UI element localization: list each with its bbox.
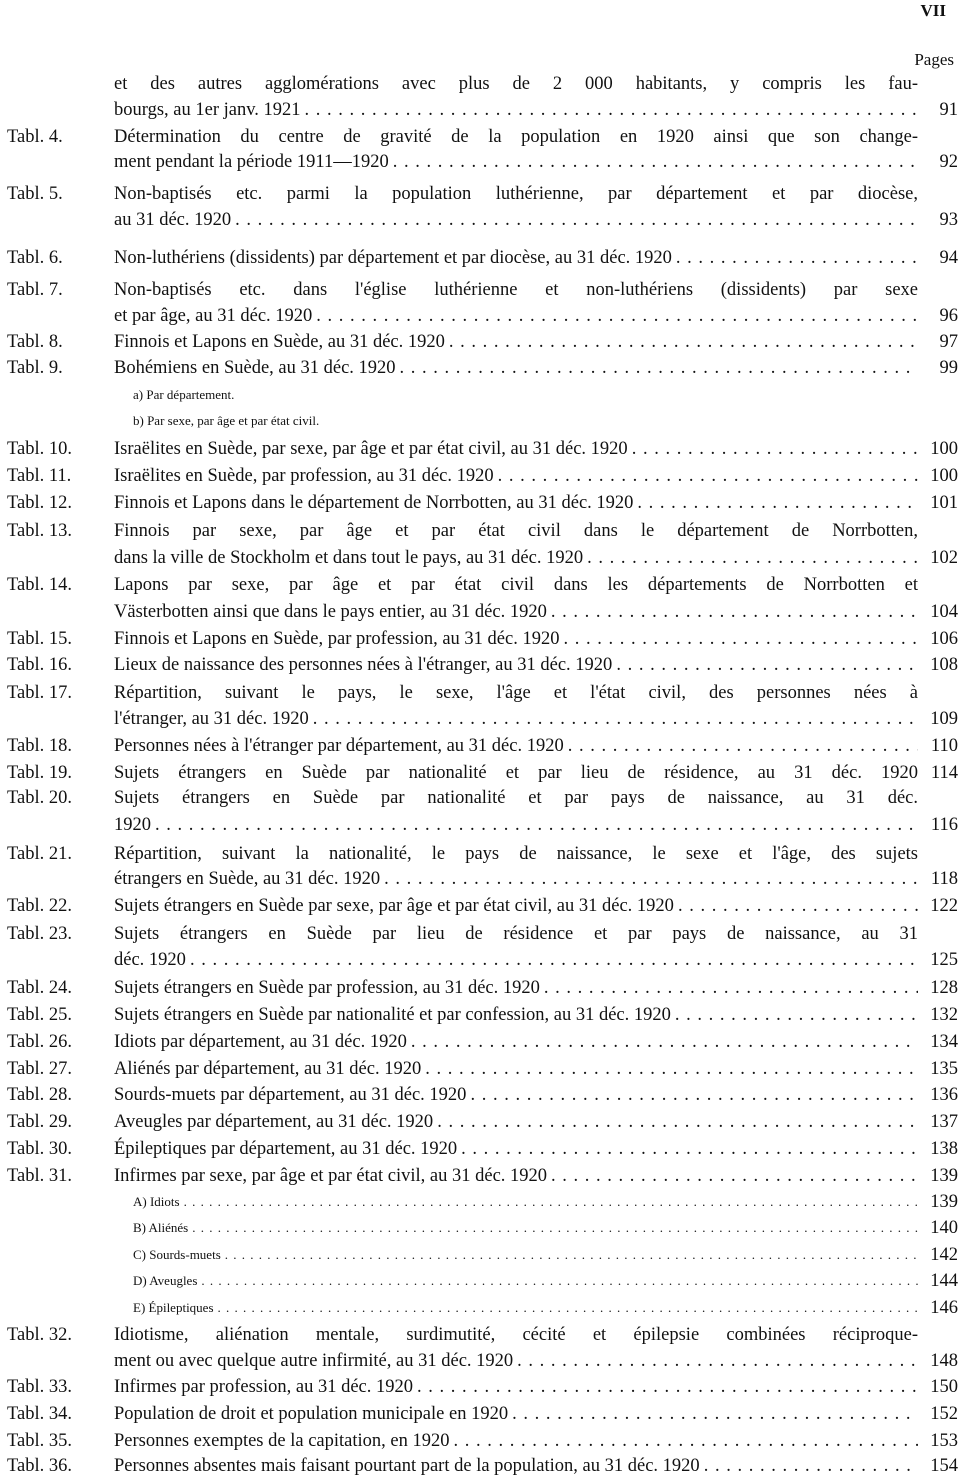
entry-title: Infirmes par profession, au 31 déc. 1920 xyxy=(114,1377,413,1397)
page-ref: 135 xyxy=(930,1059,958,1079)
entry-title: ment pendant la période 1911—1920 xyxy=(114,152,389,172)
page-ref: 108 xyxy=(930,655,958,675)
toc-entry xyxy=(0,572,960,598)
page-ref: 116 xyxy=(930,815,958,835)
toc-entry xyxy=(0,1189,960,1215)
page-ref: 93 xyxy=(939,210,958,230)
entry-title: bourgs, au 1er janv. 1921 xyxy=(114,100,301,120)
entry-title: Finnois et Lapons en Suède, par profession, au 31 déc. 1920 xyxy=(114,629,560,649)
toc-entry-text xyxy=(114,329,918,355)
entry-title: Détermination du centre de gravité de la population en 1920 ainsi que son change- xyxy=(114,127,918,147)
page-ref: 138 xyxy=(930,1139,958,1159)
toc-entry-text xyxy=(114,812,918,838)
entry-title: Répartition, suivant le pays, le sexe, l'âge et l'état civil, des personnes nées à xyxy=(114,683,918,703)
page-ref: 99 xyxy=(939,358,958,378)
toc-entry-text xyxy=(114,355,918,381)
toc-entry-text xyxy=(114,1082,918,1108)
table-number: Tabl. 20. xyxy=(7,788,72,808)
toc-subentry-text xyxy=(133,408,918,434)
entry-title: Sourds-muets par département, au 31 déc. 1920 xyxy=(114,1085,467,1105)
dot-leader xyxy=(214,1295,918,1321)
page-ref: 139 xyxy=(930,1166,958,1186)
table-number: Tabl. 18. xyxy=(7,736,72,756)
entry-title: Répartition, suivant la nationalité, le pays de naissance, le sexe et l'âge, des sujets xyxy=(114,844,918,864)
toc-entry xyxy=(0,71,960,97)
toc-entry xyxy=(0,382,960,408)
dot-leader xyxy=(508,1401,918,1427)
page-ref: 136 xyxy=(930,1085,958,1105)
page-ref: 137 xyxy=(930,1112,958,1132)
page-ref: 97 xyxy=(939,332,958,352)
toc-entry-text xyxy=(114,893,918,919)
toc-entry-text xyxy=(114,1453,918,1479)
page-ref: 104 xyxy=(930,602,958,622)
toc-entry xyxy=(0,1136,960,1162)
toc-entry xyxy=(0,545,960,571)
table-number: Tabl. 32. xyxy=(7,1325,72,1345)
page-ref: 144 xyxy=(930,1271,958,1291)
dot-leader xyxy=(547,1163,918,1189)
dot-leader xyxy=(396,355,918,381)
toc-subentry-text xyxy=(133,1189,918,1215)
toc-entry-text xyxy=(114,1163,918,1189)
table-number: Tabl. 24. xyxy=(7,978,72,998)
toc-entry xyxy=(0,680,960,706)
toc-entry xyxy=(0,706,960,732)
dot-leader xyxy=(421,1056,918,1082)
toc-entry xyxy=(0,1295,960,1321)
toc-entry xyxy=(0,207,960,233)
entry-title: Sujets étrangers en Suède par nationalité et par pays de naissance, au 31 déc. xyxy=(114,788,918,808)
toc-entry xyxy=(0,1268,960,1294)
dot-leader xyxy=(672,245,918,271)
entry-title: Lapons par sexe, par âge et par état civil dans les départements de Norrbotten et xyxy=(114,575,918,595)
table-number: Tabl. 34. xyxy=(7,1404,72,1424)
table-number: Tabl. 30. xyxy=(7,1139,72,1159)
toc-entry xyxy=(0,1056,960,1082)
table-number: Tabl. 19. xyxy=(7,763,72,783)
toc-entry-text xyxy=(114,1374,918,1400)
toc-entry xyxy=(0,181,960,207)
dot-leader xyxy=(433,1109,918,1135)
table-number: Tabl. 35. xyxy=(7,1431,72,1451)
toc-entry-text xyxy=(114,97,918,123)
toc-entry-text xyxy=(114,680,918,706)
toc-entry xyxy=(0,652,960,678)
dot-leader xyxy=(186,947,918,973)
entry-title: Idiots par département, au 31 déc. 1920 xyxy=(114,1032,407,1052)
dot-leader xyxy=(301,97,918,123)
entry-title: l'étranger, au 31 déc. 1920 xyxy=(114,709,309,729)
entry-title: Sujets étrangers en Suède par lieu de résidence et par pays de naissance, au 31 xyxy=(114,924,918,944)
entry-title: Sujets étrangers en Suède par nationalité et par lieu de résidence, au 31 déc. 1920 xyxy=(114,763,918,783)
table-number: Tabl. 22. xyxy=(7,896,72,916)
toc-entry-text xyxy=(114,303,918,329)
table-number: Tabl. 31. xyxy=(7,1166,72,1186)
toc-entry xyxy=(0,1029,960,1055)
page-ref: 139 xyxy=(930,1192,958,1212)
page-ref: 100 xyxy=(930,439,958,459)
toc-entry xyxy=(0,1082,960,1108)
entry-title: Personnes exemptes de la capitation, en 1920 xyxy=(114,1431,450,1451)
dot-leader xyxy=(612,652,918,678)
toc-entry xyxy=(0,245,960,271)
toc-entry-text xyxy=(114,436,918,462)
toc-entry-text xyxy=(114,1002,918,1028)
toc-entry-text xyxy=(114,124,918,150)
page-ref: 114 xyxy=(930,763,958,783)
toc-entry-text xyxy=(114,181,918,207)
table-number: Tabl. 23. xyxy=(7,924,72,944)
entry-title: D) Aveugles xyxy=(133,1273,198,1288)
entry-title: Personnes absentes mais faisant pourtant part de la population, au 31 déc. 1920 xyxy=(114,1456,700,1476)
toc-entry xyxy=(0,490,960,516)
toc-subentry-text xyxy=(133,1242,918,1268)
toc-entry xyxy=(0,1348,960,1374)
toc-entry-text xyxy=(114,1401,918,1427)
entry-title: Non-luthériens (dissidents) par département et par diocèse, au 31 déc. 1920 xyxy=(114,248,672,268)
page-ref: 154 xyxy=(930,1456,958,1476)
dot-leader xyxy=(407,1029,918,1055)
page-ref: 100 xyxy=(930,466,958,486)
page-ref: 152 xyxy=(930,1404,958,1424)
table-number: Tabl. 6. xyxy=(7,248,63,268)
toc-subentry-text xyxy=(133,1295,918,1321)
table-number: Tabl. 9. xyxy=(7,358,63,378)
entry-title: et par âge, au 31 déc. 1920 xyxy=(114,306,313,326)
entry-title: Sujets étrangers en Suède par nationalité et par confession, au 31 déc. 1920 xyxy=(114,1005,671,1025)
entry-title: Lieux de naissance des personnes nées à l'étranger, au 31 déc. 1920 xyxy=(114,655,613,675)
toc-entry xyxy=(0,785,960,811)
toc-entry xyxy=(0,893,960,919)
dot-leader xyxy=(671,1002,918,1028)
page-ref: 96 xyxy=(939,306,958,326)
table-number: Tabl. 14. xyxy=(7,575,72,595)
toc-entry-text xyxy=(114,490,918,516)
page-ref: 110 xyxy=(930,736,958,756)
toc-entry-text xyxy=(114,1348,918,1374)
toc-entry xyxy=(0,329,960,355)
table-number: Tabl. 10. xyxy=(7,439,72,459)
entry-title: Bohémiens en Suède, au 31 déc. 1920 xyxy=(114,358,396,378)
toc-entry-text xyxy=(114,245,918,271)
dot-leader xyxy=(540,975,918,1001)
entry-title: étrangers en Suède, au 31 déc. 1920 xyxy=(114,869,381,889)
page-ref: 146 xyxy=(930,1298,958,1318)
toc-entry xyxy=(0,626,960,652)
toc-subentry-text xyxy=(133,1215,918,1241)
dot-leader xyxy=(559,626,918,652)
dot-leader xyxy=(674,893,918,919)
toc-entry-text xyxy=(114,1136,918,1162)
page-ref: 148 xyxy=(930,1351,958,1371)
table-number: Tabl. 29. xyxy=(7,1112,72,1132)
entry-title: Sujets étrangers en Suède par sexe, par âge et par état civil, au 31 déc. 1920 xyxy=(114,896,674,916)
toc-entry-text xyxy=(114,921,918,947)
entry-title: ment ou avec quelque autre infirmité, au 31 déc. 1920 xyxy=(114,1351,514,1371)
page-ref: 106 xyxy=(930,629,958,649)
dot-leader xyxy=(457,1136,918,1162)
entry-title: A) Idiots xyxy=(133,1194,180,1209)
dot-leader xyxy=(231,207,918,233)
table-number: Tabl. 5. xyxy=(7,184,63,204)
table-number: Tabl. 25. xyxy=(7,1005,72,1025)
table-number: Tabl. 12. xyxy=(7,493,72,513)
dot-leader xyxy=(494,463,918,489)
page-ref: 153 xyxy=(930,1431,958,1451)
toc-entry-text xyxy=(114,277,918,303)
entry-title: déc. 1920 xyxy=(114,950,186,970)
toc-entry xyxy=(0,277,960,303)
entry-title: Population de droit et population municipale en 1920 xyxy=(114,1404,509,1424)
toc-entry xyxy=(0,866,960,892)
entry-title: Finnois et Lapons dans le département de Norrbotten, au 31 déc. 1920 xyxy=(114,493,634,513)
dot-leader xyxy=(309,706,918,732)
table-number: Tabl. 28. xyxy=(7,1085,72,1105)
toc-entry xyxy=(0,518,960,544)
toc-subentry-text xyxy=(133,1268,918,1294)
toc-entry-text xyxy=(114,71,918,97)
toc-entry xyxy=(0,1109,960,1135)
toc-entry xyxy=(0,1215,960,1241)
dot-leader xyxy=(380,866,918,892)
toc-entry-text xyxy=(114,149,918,175)
toc-entry-text xyxy=(114,626,918,652)
table-number: Tabl. 4. xyxy=(7,127,63,147)
entry-title: Israëlites en Suède, par profession, au 31 déc. 1920 xyxy=(114,466,494,486)
table-number: Tabl. 13. xyxy=(7,521,72,541)
dot-leader xyxy=(583,545,918,571)
toc-entry xyxy=(0,303,960,329)
entry-title: Infirmes par sexe, par âge et par état civil, au 31 déc. 1920 xyxy=(114,1166,548,1186)
entry-title: Västerbotten ainsi que dans le pays entier, au 31 déc. 1920 xyxy=(114,602,547,622)
toc-entry xyxy=(0,463,960,489)
toc-entry xyxy=(0,1428,960,1454)
entry-title: Finnois et Lapons en Suède, au 31 déc. 1920 xyxy=(114,332,445,352)
toc-entry-text xyxy=(114,518,918,544)
toc-entry xyxy=(0,760,960,786)
entry-title: Sujets étrangers en Suède par profession, au 31 déc. 1920 xyxy=(114,978,540,998)
entry-title: Idiotisme, aliénation mentale, surdimutité, cécité et épilepsie combinées réciproque- xyxy=(114,1325,918,1345)
dot-leader xyxy=(221,1242,918,1268)
dot-leader xyxy=(188,1215,918,1241)
table-number: Tabl. 11. xyxy=(7,466,72,486)
toc-entry-text xyxy=(114,545,918,571)
page-ref: 92 xyxy=(939,152,958,172)
toc-entry xyxy=(0,1453,960,1479)
dot-leader xyxy=(547,599,918,625)
entry-title: Épileptiques par département, au 31 déc. 1920 xyxy=(114,1139,458,1159)
toc-subentry-text xyxy=(133,382,918,408)
entry-title: et des autres agglomérations avec plus de 2 000 habitants, y compris les fau- xyxy=(114,74,918,94)
toc-entry-text xyxy=(114,733,918,759)
toc-entry xyxy=(0,1401,960,1427)
toc-entry-text xyxy=(114,1322,918,1348)
toc-entry xyxy=(0,947,960,973)
entry-title: E) Épileptiques xyxy=(133,1300,214,1315)
toc-entry xyxy=(0,812,960,838)
toc-entry xyxy=(0,355,960,381)
table-number: Tabl. 15. xyxy=(7,629,72,649)
dot-leader xyxy=(564,733,918,759)
page-ref: 91 xyxy=(939,100,958,120)
toc-entry xyxy=(0,921,960,947)
dot-leader xyxy=(700,1453,918,1479)
dot-leader xyxy=(197,1268,918,1294)
dot-leader xyxy=(513,1348,918,1374)
toc-entry xyxy=(0,1002,960,1028)
toc-entry-text xyxy=(114,572,918,598)
table-number: Tabl. 33. xyxy=(7,1377,72,1397)
toc-entry-text xyxy=(114,652,918,678)
table-number: Tabl. 36. xyxy=(7,1456,72,1476)
page-ref: 122 xyxy=(930,896,958,916)
entry-title: Non-baptisés etc. parmi la population luthérienne, par département et par diocèse, xyxy=(114,184,918,204)
toc-entry-text xyxy=(114,785,918,811)
toc-entry-text xyxy=(114,760,918,786)
page-ref: 140 xyxy=(930,1218,958,1238)
pages-column-label: Pages xyxy=(914,50,954,69)
dot-leader xyxy=(466,1082,918,1108)
toc-entry-text xyxy=(114,1109,918,1135)
toc-entry-text xyxy=(114,207,918,233)
entry-title: C) Sourds-muets xyxy=(133,1247,221,1262)
toc-entry xyxy=(0,149,960,175)
toc-entry xyxy=(0,124,960,150)
toc-entry xyxy=(0,97,960,123)
page-number: VII xyxy=(920,1,946,20)
entry-title: Aliénés par département, au 31 déc. 1920 xyxy=(114,1059,422,1079)
toc-entry-text xyxy=(114,463,918,489)
entry-title: a) Par département. xyxy=(133,387,235,402)
dot-leader xyxy=(445,329,918,355)
toc-entry xyxy=(0,436,960,462)
page-ref: 150 xyxy=(930,1377,958,1397)
entry-title: B) Aliénés xyxy=(133,1220,189,1235)
dot-leader xyxy=(633,490,918,516)
toc-entry-text xyxy=(114,947,918,973)
entry-title: Israëlites en Suède, par sexe, par âge et par état civil, au 31 déc. 1920 xyxy=(114,439,628,459)
page-ref: 132 xyxy=(930,1005,958,1025)
entry-title: 1920 xyxy=(114,815,151,835)
dot-leader xyxy=(151,812,918,838)
page-ref: 102 xyxy=(930,548,958,568)
table-number: Tabl. 7. xyxy=(7,280,63,300)
page-ref: 134 xyxy=(930,1032,958,1052)
table-number: Tabl. 17. xyxy=(7,683,72,703)
dot-leader xyxy=(449,1428,918,1454)
toc-entry-text xyxy=(114,866,918,892)
toc-entry-text xyxy=(114,841,918,867)
toc-entry xyxy=(0,733,960,759)
toc-entry-text xyxy=(114,1428,918,1454)
page-ref: 128 xyxy=(930,978,958,998)
toc-entry xyxy=(0,1322,960,1348)
entry-title: au 31 déc. 1920 xyxy=(114,210,232,230)
toc-entry-text xyxy=(114,1056,918,1082)
toc-entry xyxy=(0,1242,960,1268)
entry-title: b) Par sexe, par âge et par état civil. xyxy=(133,413,320,428)
toc-entry xyxy=(0,599,960,625)
entry-title: Personnes nées à l'étranger par département, au 31 déc. 1920 xyxy=(114,736,564,756)
table-number: Tabl. 26. xyxy=(7,1032,72,1052)
page-ref: 109 xyxy=(930,709,958,729)
entry-title: dans la ville de Stockholm et dans tout le pays, au 31 déc. 1920 xyxy=(114,548,584,568)
toc-entry-text xyxy=(114,975,918,1001)
entry-title: Finnois par sexe, par âge et par état civil dans le département de Norrbotten, xyxy=(114,521,918,541)
table-number: Tabl. 16. xyxy=(7,655,72,675)
toc-entry xyxy=(0,1374,960,1400)
dot-leader xyxy=(413,1374,918,1400)
page-ref: 94 xyxy=(939,248,958,268)
dot-leader xyxy=(180,1189,918,1215)
table-number: Tabl. 8. xyxy=(7,332,63,352)
table-number: Tabl. 21. xyxy=(7,844,72,864)
toc-entry xyxy=(0,841,960,867)
page-ref: 101 xyxy=(930,493,958,513)
page-ref: 125 xyxy=(930,950,958,970)
page-ref: 118 xyxy=(930,869,958,889)
entry-title: Aveugles par département, au 31 déc. 1920 xyxy=(114,1112,434,1132)
toc-entry xyxy=(0,408,960,434)
dot-leader xyxy=(312,303,918,329)
dot-leader xyxy=(389,149,918,175)
toc-entry-text xyxy=(114,706,918,732)
page-ref: 142 xyxy=(930,1245,958,1265)
toc-entry-text xyxy=(114,1029,918,1055)
dot-leader xyxy=(628,436,918,462)
entry-title: Non-baptisés etc. dans l'église luthérienne et non-luthériens (dissidents) par sexe xyxy=(114,280,918,300)
toc-entry-text xyxy=(114,599,918,625)
toc-entry xyxy=(0,975,960,1001)
table-number: Tabl. 27. xyxy=(7,1059,72,1079)
toc-entry xyxy=(0,1163,960,1189)
